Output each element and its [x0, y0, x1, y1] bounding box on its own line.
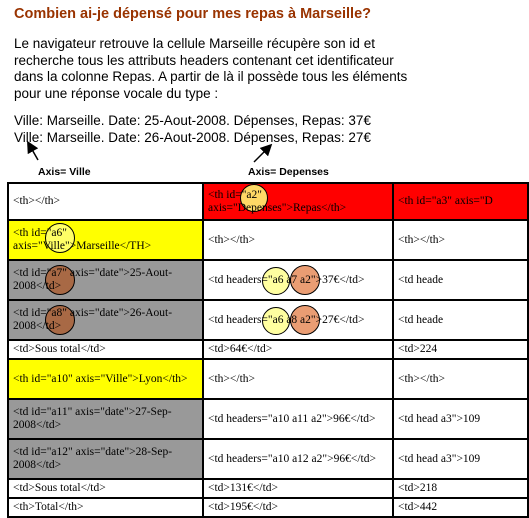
table-row [8, 300, 528, 340]
code-table [7, 182, 529, 518]
table-cell: <td>131€</td> [203, 479, 393, 498]
table-cell-value: <td headers="a6 a8 a2">27€</td> [203, 300, 393, 340]
table-cell: <th></th> [203, 220, 393, 260]
table-cell: <td head a3">109 [393, 439, 528, 479]
table-cell: <th></th> [203, 359, 393, 399]
table-cell: <td heade [393, 260, 528, 300]
table-cell: <td>Sous total</td> [8, 479, 203, 498]
vocal-example-1: Ville: Marseille. Date: 25-Aout-2008. Dépenses, Repas: 37€ [14, 113, 371, 128]
table-cell: <td>224 [393, 340, 528, 359]
table-cell: <td head a3">109 [393, 399, 528, 439]
table-cell-date-a7: <td id="a7" axis="date">25-Aout-2008</td> [8, 260, 203, 300]
table-cell: <td>218 [393, 479, 528, 498]
intro-paragraph: Le navigateur retrouve la cellule Marseille récupère son id et recherche tous les attributs headers contenant cet identificateur dans la colonne Repas. A partir de là il possède tous les éléments pour une réponse vocale du type : [14, 36, 408, 101]
table-cell-repas-header: <th id="a2" axis="Depenses">Repas</th> [203, 183, 393, 220]
table-cell: <td heade [393, 300, 528, 340]
table-cell: <td>442 [393, 498, 528, 517]
table-row [8, 439, 528, 479]
arrow-depenses-icon [254, 148, 268, 162]
page-title: Combien ai-je dépensé pour mes repas à Marseille? [14, 6, 371, 22]
table-cell-date-a8: <td id="a8" axis="date">26-Aout-2008</td> [8, 300, 203, 340]
table-cell-marseille: <th id="a6" axis="Ville">Marseille</TH> [8, 220, 203, 260]
table-cell: <td>Sous total</td> [8, 340, 203, 359]
table-row [8, 340, 528, 359]
axis-depenses-label: Axis= Depenses [248, 166, 329, 178]
table-row [8, 260, 528, 300]
table-cell: <th></th> [8, 183, 203, 220]
table-cell: <td>195€</td> [203, 498, 393, 517]
table-cell-value: <td headers="a10 a12 a2">96€</td> [203, 439, 393, 479]
table-cell: <th></th> [393, 220, 528, 260]
axis-ville-label: Axis= Ville [38, 166, 91, 178]
table-cell-value: <td headers="a6 a7 a2">37€</td> [203, 260, 393, 300]
table-cell: <td>64€</td> [203, 340, 393, 359]
table-cell-date-a11: <td id="a11" axis="date">27-Sep-2008</td> [8, 399, 203, 439]
table-row [8, 359, 528, 399]
table-cell: <th></th> [393, 359, 528, 399]
table-cell: <th id="a3" axis="D [393, 183, 528, 220]
arrow-ville-icon [30, 146, 38, 160]
table-cell: <th>Total</th> [8, 498, 203, 517]
table-cell-value: <td headers="a10 a11 a2">96€</td> [203, 399, 393, 439]
vocal-example-2: Ville: Marseille. Date: 26-Aout-2008. Dépenses, Repas: 27€ [14, 130, 371, 145]
table-row [8, 399, 528, 439]
table-cell-lyon: <th id="a10" axis="Ville">Lyon</th> [8, 359, 203, 399]
table-row [8, 183, 528, 220]
table-row [8, 479, 528, 498]
code-table-viewport [7, 182, 493, 513]
table-cell-date-a12: <td id="a12" axis="date">28-Sep-2008</td> [8, 439, 203, 479]
table-row [8, 498, 528, 517]
table-row [8, 220, 528, 260]
